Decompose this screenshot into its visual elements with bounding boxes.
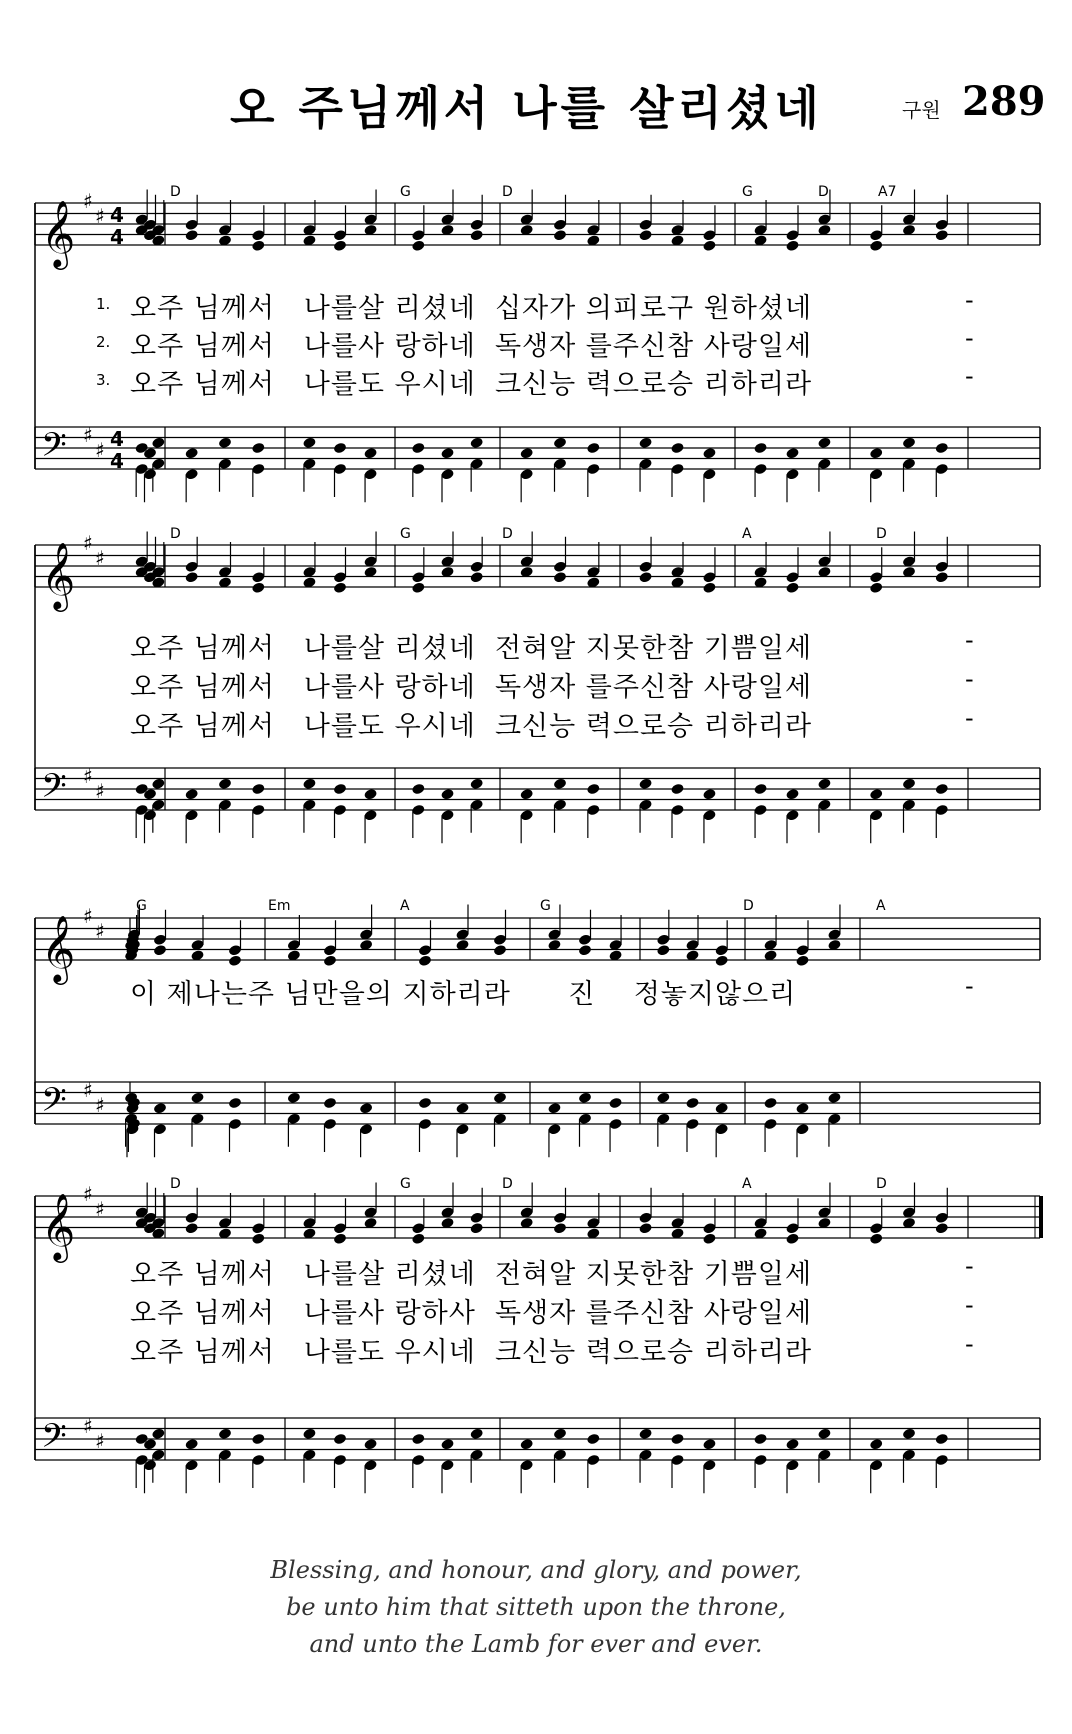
final-barline	[1039, 1196, 1043, 1238]
treble-clef: 𝄞	[41, 1192, 76, 1260]
chord-symbol: Em	[268, 898, 291, 914]
treble-note	[469, 571, 483, 584]
bass-note	[702, 447, 716, 460]
chord-symbol: A	[742, 526, 752, 542]
treble-note	[553, 571, 567, 584]
lyric-line: 오주 님께서 나를사 랑하사 독생자 를주신참 사랑일세	[130, 1298, 813, 1329]
bass-note	[586, 442, 600, 455]
bass-note	[440, 788, 454, 801]
chord-symbol: G	[400, 1176, 411, 1192]
bass-note	[218, 1427, 232, 1440]
sharp-sign: ♯	[95, 1197, 105, 1221]
bass-note	[302, 436, 316, 449]
bass-note	[469, 1427, 483, 1440]
scripture-line: and unto the Lamb for ever and ever.	[309, 1630, 763, 1658]
bass-note	[753, 783, 767, 796]
chord-symbol: A	[876, 898, 886, 914]
treble-note	[656, 944, 670, 957]
treble-note	[638, 571, 652, 584]
sharp-sign: ♯	[83, 764, 93, 788]
bass-note	[817, 1427, 831, 1440]
bass-clef: 𝄢	[41, 1417, 67, 1464]
chord-symbol: D	[743, 898, 754, 914]
treble-note	[553, 1222, 567, 1235]
treble-note	[333, 1232, 347, 1245]
treble-note	[469, 229, 483, 242]
bass-note	[935, 442, 949, 455]
bass-note	[902, 1427, 916, 1440]
lyric-dash: -	[965, 324, 974, 352]
bass-note	[817, 436, 831, 449]
bass-clef: 𝄢	[41, 767, 67, 814]
lyric-dash: -	[965, 972, 974, 1000]
bass-note	[869, 447, 883, 460]
sharp-sign: ♯	[95, 919, 105, 943]
bass-note	[333, 1433, 347, 1446]
bass-note	[827, 1091, 841, 1104]
bass-note	[440, 447, 454, 460]
treble-note	[251, 581, 265, 594]
treble-note	[251, 239, 265, 252]
chord-symbol: A7	[878, 184, 897, 200]
treble-note	[795, 954, 809, 967]
treble-note	[184, 571, 198, 584]
bass-note	[411, 783, 425, 796]
bass-note	[670, 442, 684, 455]
bass-note	[670, 1433, 684, 1446]
bass-note	[151, 1427, 165, 1440]
bass-note	[302, 1427, 316, 1440]
bass-note	[702, 1438, 716, 1451]
lyric-dash: -	[965, 626, 974, 654]
bass-note	[785, 1438, 799, 1451]
bass-note	[714, 1102, 728, 1115]
sharp-sign: ♯	[95, 779, 105, 803]
treble-note	[411, 1232, 425, 1245]
treble-note	[411, 239, 425, 252]
chord-symbol: G	[742, 184, 753, 200]
bass-note	[228, 1097, 242, 1110]
sharp-sign: ♯	[83, 1182, 93, 1206]
treble-note	[493, 944, 507, 957]
treble-note	[251, 1232, 265, 1245]
scripture-line: be unto him that sitteth upon the throne,	[286, 1593, 786, 1621]
treble-note	[702, 581, 716, 594]
bass-note	[251, 1433, 265, 1446]
verse-number: 3.	[96, 371, 111, 389]
bass-note	[411, 442, 425, 455]
sharp-sign: ♯	[83, 904, 93, 928]
sharp-sign: ♯	[83, 531, 93, 555]
treble-note	[935, 571, 949, 584]
bass-note	[547, 1102, 561, 1115]
lyric-line: 오주 님께서 나를도 우시네 크신능 력으로승 리하리라	[130, 711, 813, 742]
sharp-sign: ♯	[95, 438, 105, 462]
bass-note	[785, 447, 799, 460]
bass-note	[151, 436, 165, 449]
treble-note	[411, 581, 425, 594]
bass-note	[670, 783, 684, 796]
bass-note	[184, 1438, 198, 1451]
chord-symbol: D	[170, 526, 181, 542]
lyric-dash: -	[965, 286, 974, 314]
bass-note	[553, 777, 567, 790]
chord-symbol: D	[876, 526, 887, 542]
bass-note	[411, 1433, 425, 1446]
bass-note	[586, 1433, 600, 1446]
bass-note	[817, 777, 831, 790]
time-signature: 4	[110, 225, 124, 249]
treble-clef: 𝄞	[41, 199, 76, 267]
bass-note	[455, 1102, 469, 1115]
bass-note	[795, 1102, 809, 1115]
bass-clef: 𝄢	[41, 1081, 67, 1128]
bass-note	[902, 436, 916, 449]
bass-note	[218, 436, 232, 449]
chord-symbol: G	[136, 898, 147, 914]
bass-note	[519, 447, 533, 460]
treble-note	[869, 239, 883, 252]
treble-note	[418, 954, 432, 967]
chord-symbol: D	[876, 1176, 887, 1192]
chord-symbol: D	[170, 184, 181, 200]
bass-note	[287, 1091, 301, 1104]
treble-clef: 𝄞	[41, 541, 76, 609]
bass-note	[302, 777, 316, 790]
bass-note	[493, 1091, 507, 1104]
hymn-title: 오 주님께서 나를 살리셨네	[230, 81, 823, 135]
lyric-line: 오주 님께서 나를사 랑하네 독생자 를주신참 사랑일세	[130, 672, 813, 703]
treble-note	[702, 1232, 716, 1245]
sharp-sign: ♯	[95, 1429, 105, 1453]
sharp-sign: ♯	[83, 1078, 93, 1102]
bass-note	[251, 442, 265, 455]
treble-note	[714, 954, 728, 967]
chord-symbol: D	[502, 526, 513, 542]
chord-symbol: A	[400, 898, 410, 914]
sharp-sign: ♯	[95, 546, 105, 570]
hymn-category-label: 구원	[902, 98, 941, 122]
bass-note	[363, 788, 377, 801]
lyric-dash: -	[965, 704, 974, 732]
chord-symbol: A	[742, 1176, 752, 1192]
treble-note	[184, 229, 198, 242]
chord-symbol: D	[502, 1176, 513, 1192]
bass-note	[586, 783, 600, 796]
lyric-dash: -	[965, 665, 974, 693]
bass-note	[190, 1091, 204, 1104]
treble-note	[638, 229, 652, 242]
bass-note	[184, 447, 198, 460]
chord-symbol: D	[818, 184, 829, 200]
sharp-sign: ♯	[83, 189, 93, 213]
lyric-dash: -	[965, 1291, 974, 1319]
lyric-line: 오주 님께서 나를살 리셨네 전혀알 지못한참 기쁨일세	[130, 633, 813, 664]
bass-note	[578, 1091, 592, 1104]
bass-note	[656, 1091, 670, 1104]
bass-note	[418, 1097, 432, 1110]
treble-note	[153, 944, 167, 957]
bass-note	[184, 788, 198, 801]
bass-note	[935, 783, 949, 796]
treble-note	[785, 1232, 799, 1245]
hymn-number: 289	[962, 78, 1046, 125]
treble-note	[638, 1222, 652, 1235]
bass-note	[753, 1433, 767, 1446]
treble-note	[553, 229, 567, 242]
lyric-dash: -	[965, 1252, 974, 1280]
time-signature: 4	[110, 449, 124, 473]
bass-note	[638, 436, 652, 449]
bass-note	[218, 777, 232, 790]
chord-symbol: G	[400, 184, 411, 200]
bass-note	[519, 1438, 533, 1451]
bass-note	[359, 1102, 373, 1115]
sharp-sign: ♯	[95, 204, 105, 228]
lyric-line: 오주 님께서 나를살 리셨네 십자가 의피로구 원하셨네	[130, 293, 813, 324]
time-signature: 4	[110, 203, 124, 227]
verse-number: 2.	[96, 333, 111, 351]
treble-note	[578, 944, 592, 957]
scripture-line: Blessing, and honour, and glory, and power,	[270, 1556, 802, 1584]
treble-note	[323, 954, 337, 967]
treble-note	[333, 239, 347, 252]
bass-note	[638, 1427, 652, 1440]
treble-note	[935, 229, 949, 242]
time-signature: 4	[110, 427, 124, 451]
chord-symbol: D	[502, 184, 513, 200]
treble-note	[333, 581, 347, 594]
sharp-sign: ♯	[83, 1414, 93, 1438]
treble-note	[702, 239, 716, 252]
chord-symbol: G	[400, 526, 411, 542]
sharp-sign: ♯	[95, 1093, 105, 1117]
bass-note	[902, 777, 916, 790]
bass-note	[440, 1438, 454, 1451]
bass-note	[702, 788, 716, 801]
bass-note	[869, 788, 883, 801]
bass-note	[753, 442, 767, 455]
bass-note	[763, 1097, 777, 1110]
bass-note	[333, 783, 347, 796]
bass-note	[363, 447, 377, 460]
bass-note	[469, 436, 483, 449]
bass-note	[785, 788, 799, 801]
bass-note	[333, 442, 347, 455]
bass-note	[323, 1097, 337, 1110]
lyric-dash: -	[965, 1330, 974, 1358]
treble-note	[785, 581, 799, 594]
bass-note	[685, 1097, 699, 1110]
bass-clef: 𝄢	[41, 426, 67, 473]
bass-note	[553, 1427, 567, 1440]
chord-symbol: G	[540, 898, 551, 914]
bass-note	[553, 436, 567, 449]
bass-note	[251, 783, 265, 796]
treble-note	[869, 1232, 883, 1245]
lyric-line: 오주 님께서 나를사 랑하네 독생자 를주신참 사랑일세	[130, 331, 813, 362]
bass-note	[153, 1102, 167, 1115]
lyric-line: 오주 님께서 나를도 우시네 크신능 력으로승 리하리라	[130, 369, 813, 400]
bass-note	[638, 777, 652, 790]
bass-note	[608, 1097, 622, 1110]
lyric-dash: -	[965, 362, 974, 390]
lyric-line: 오주 님께서 나를살 리셨네 전혀알 지못한참 기쁨일세	[130, 1259, 813, 1290]
treble-note	[935, 1222, 949, 1235]
verse-number: 1.	[96, 295, 111, 313]
bass-note	[869, 1438, 883, 1451]
bass-note	[363, 1438, 377, 1451]
sharp-sign: ♯	[83, 423, 93, 447]
chord-symbol: D	[170, 1176, 181, 1192]
treble-note	[785, 239, 799, 252]
bass-note	[935, 1433, 949, 1446]
lyric-line: 이 제나는주 님만을의 지하리라 진 정놓지않으리	[130, 979, 797, 1010]
treble-clef: 𝄞	[41, 914, 76, 982]
lyric-line: 오주 님께서 나를도 우시네 크신능 력으로승 리하리라	[130, 1337, 813, 1368]
bass-note	[469, 777, 483, 790]
treble-note	[184, 1222, 198, 1235]
treble-note	[869, 581, 883, 594]
treble-note	[469, 1222, 483, 1235]
treble-note	[228, 954, 242, 967]
bass-note	[151, 777, 165, 790]
bass-note	[519, 788, 533, 801]
